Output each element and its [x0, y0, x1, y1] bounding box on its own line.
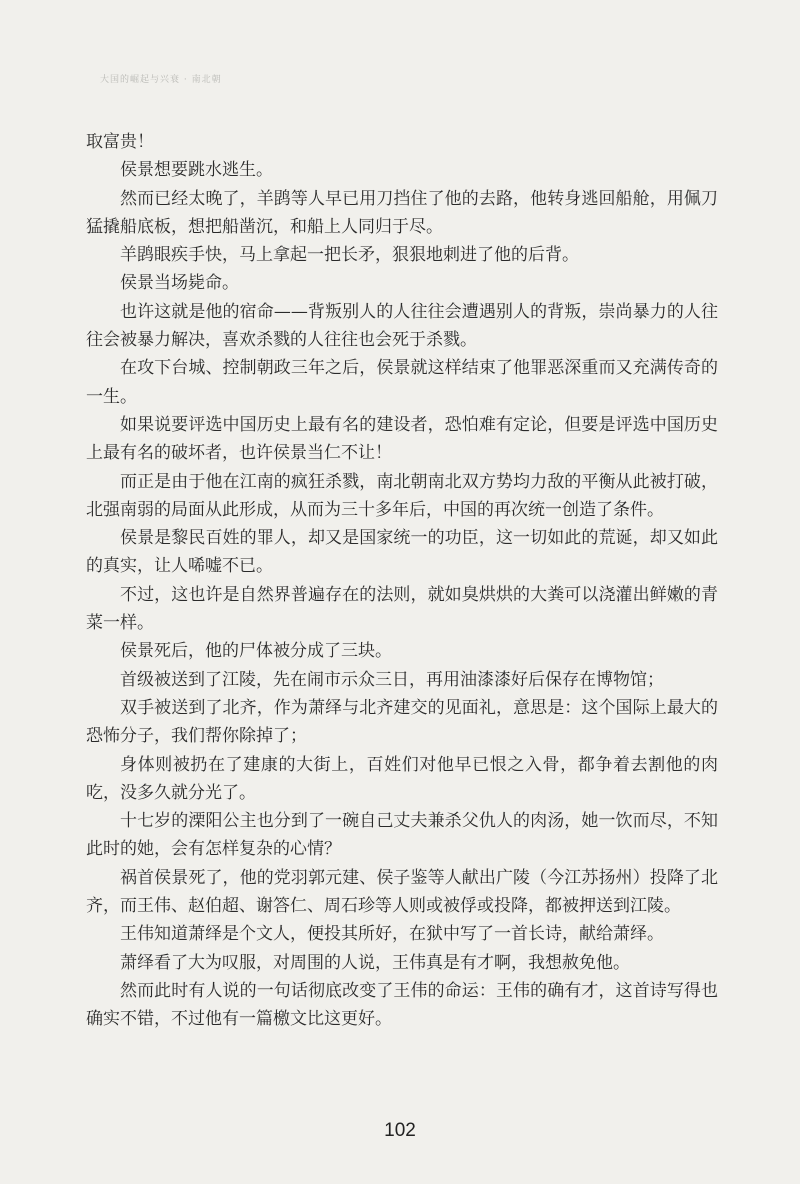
- paragraph: 在攻下台城、控制朝政三年之后，侯景就这样结束了他罪恶深重而又充满传奇的一生。: [86, 358, 718, 407]
- paragraph: 侯景是黎民百姓的罪人，却又是国家统一的功臣，这一切如此的荒诞，却又如此的真实，让人唏嘘不已。: [86, 528, 718, 577]
- paragraph: 取富贵！: [86, 132, 154, 152]
- paragraph: 侯景死后，他的尸体被分成了三块。: [120, 641, 392, 662]
- paragraph: 首级被送到了江陵，先在闹市示众三日，再用油漆漆好后保存在博物馆；: [120, 669, 664, 690]
- paragraph: 侯景当场毙命。: [120, 273, 239, 294]
- body-text: [86, 128, 718, 1034]
- paragraph: 羊鹍眼疾手快，马上拿起一把长矛，狠狠地刺进了他的后背。: [120, 245, 579, 266]
- running-header: 大国的崛起与兴衰 · 南北朝: [100, 75, 222, 85]
- paragraph: 双手被送到了北齐，作为萧绎与北齐建交的见面礼，意思是：这个国际上最大的恐怖分子，我们帮你除掉了；: [86, 697, 718, 747]
- paragraph: 然而此时有人说的一句话彻底改变了王伟的命运：王伟的确有才，这首诗写得也确实不错，不过他有一篇檄文比这更好。: [86, 980, 718, 1030]
- paragraph: 萧绎看了大为叹服，对周围的人说，王伟真是有才啊，我想赦免他。: [120, 952, 630, 973]
- paragraph: 然而已经太晚了，羊鹍等人早已用刀挡住了他的去路，他转身逃回船舱，用佩刀猛撬船底板，想把船凿沉，和船上人同归于尽。: [86, 188, 718, 237]
- paragraph: 不过，这也许是自然界普遍存在的法则，就如臭烘烘的大粪可以浇灌出鲜嫩的青菜一样。: [86, 584, 718, 634]
- paragraph: 而正是由于他在江南的疯狂杀戮，南北朝南北双方势均力敌的平衡从此被打破，北强南弱的局面从此形成，从而为三十多年后，中国的再次统一创造了条件。: [86, 471, 718, 520]
- page-number: 102: [384, 1120, 416, 1141]
- paragraph: 身体则被扔在了建康的大街上，百姓们对他早已恨之入骨，都争着去割他的肉吃，没多久就分光了。: [86, 754, 718, 803]
- paragraph: 祸首侯景死了，他的党羽郭元建、侯子鉴等人献出广陵（今江苏扬州）投降了北齐，而王伟、赵伯超、谢答仁、周石珍等人则或被俘或投降，都被押送到江陵。: [86, 867, 718, 917]
- paragraph: 也许这就是他的宿命——背叛别人的人往往会遭遇别人的背叛，崇尚暴力的人往往会被暴力解决，喜欢杀戮的人往往也会死于杀戮。: [86, 301, 718, 351]
- paragraph: 如果说要评选中国历史上最有名的建设者，恐怕难有定论，但要是评选中国历史上最有名的破坏者，也许侯景当仁不让！: [86, 414, 718, 464]
- paragraph: 侯景想要跳水逃生。: [120, 160, 273, 181]
- paragraph: 十七岁的溧阳公主也分到了一碗自己丈夫兼杀父仇人的肉汤，她一饮而尽，不知此时的她，会有怎样复杂的心情？: [86, 811, 718, 860]
- paragraph: 王伟知道萧绎是个文人，便投其所好，在狱中写了一首长诗，献给萧绎。: [120, 924, 664, 945]
